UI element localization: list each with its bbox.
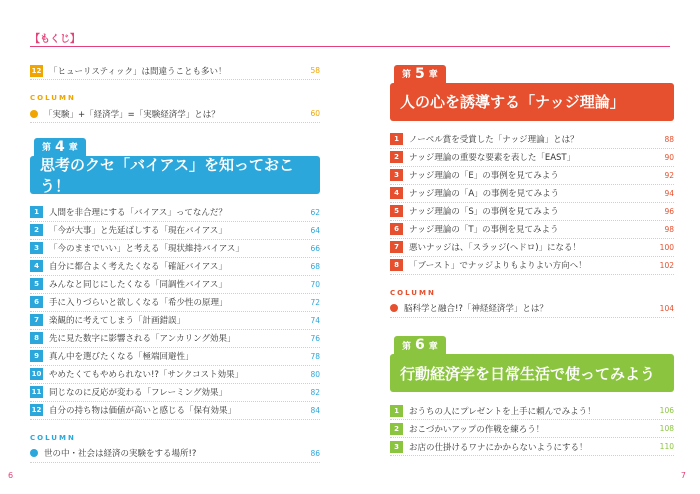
- item-number: 1: [390, 405, 403, 417]
- toc-item[interactable]: [30, 294, 320, 312]
- toc-item[interactable]: [30, 222, 320, 240]
- item-number: 7: [390, 241, 403, 253]
- item-number: 12: [31, 66, 42, 75]
- item-page: 98: [664, 224, 674, 234]
- item-number: 7: [30, 314, 43, 326]
- item-page: 82: [310, 387, 320, 397]
- chapter-prefix: 第: [42, 143, 52, 153]
- item-title: みんなと同じにしたくなる「同調性バイアス」: [49, 280, 227, 290]
- toc-item[interactable]: [390, 257, 674, 275]
- item-number: 3: [390, 441, 403, 453]
- item-page: 64: [310, 225, 320, 235]
- toc-item[interactable]: [390, 131, 674, 149]
- item-page: 76: [310, 333, 320, 343]
- item-number: 5: [390, 205, 403, 217]
- item-number: 1: [30, 206, 43, 218]
- item-title: 「ブースト」でナッジよりもよりよい方向へ！: [409, 261, 587, 271]
- column-title: 脳科学と融合!?「神経経済学」とは？: [404, 304, 548, 314]
- toc-item[interactable]: [30, 402, 320, 420]
- item-title: 手に入りづらいと欲しくなる「希少性の原理」: [49, 298, 228, 308]
- item-number: 2: [390, 423, 403, 435]
- item-page: 68: [310, 261, 320, 271]
- toc-item-12[interactable]: [30, 62, 320, 80]
- item-title: 楽観的に考えてしまう「計画錯誤」: [49, 316, 186, 326]
- toc-item[interactable]: [30, 276, 320, 294]
- chapter-title[interactable]: 思考のクセ「バイアス」を知っておこう！: [30, 156, 320, 194]
- page-number-right: 7: [680, 471, 686, 480]
- toc-item[interactable]: [30, 366, 320, 384]
- item-title: 悪いナッジは、「スラッジ(ヘドロ)」になる！: [409, 243, 582, 253]
- item-number: 5: [30, 278, 43, 290]
- chapter-prefix: 第: [402, 341, 412, 352]
- toc-item[interactable]: [30, 240, 320, 258]
- chapter-6: [390, 334, 674, 457]
- item-page: 102: [659, 260, 674, 270]
- toc-item[interactable]: [30, 348, 320, 366]
- chapter-5: [390, 62, 674, 275]
- column-title: 世の中・社会は経済の実験をする場所!?: [44, 449, 197, 459]
- chapter-prefix: 第: [402, 70, 412, 80]
- item-title: 「今が大事」と先延ばしする「現在バイアス」: [49, 226, 227, 236]
- chapter-suffix: 章: [68, 143, 78, 153]
- bullet-icon: [30, 110, 38, 118]
- column-page: 86: [310, 448, 320, 458]
- item-page: 66: [310, 243, 320, 253]
- item-number: 10: [31, 370, 42, 378]
- item-number: 12: [31, 406, 42, 414]
- item-title: ナッジ理論の「T」の事例を見てみよう: [409, 225, 559, 235]
- toc-item[interactable]: [390, 185, 674, 203]
- item-number: 11: [31, 388, 42, 396]
- page-header: 【もくじ】: [30, 34, 80, 45]
- bullet-icon: [30, 449, 38, 457]
- right-column: [390, 62, 674, 456]
- item-page: 92: [664, 170, 674, 180]
- chapter-title[interactable]: 人の心を誘導する「ナッジ理論」: [390, 83, 674, 121]
- chapter-number: 5: [415, 65, 425, 82]
- item-number: 1: [390, 133, 403, 145]
- item-title: ナッジ理論の「S」の事例を見てみよう: [409, 207, 559, 217]
- chapter-tab: [394, 65, 446, 83]
- item-page: 70: [310, 279, 320, 289]
- item-number: 6: [30, 296, 43, 308]
- item-page: 84: [310, 405, 320, 415]
- item-title: おうちの人にプレゼントを上手に頼んでみよう！: [409, 406, 596, 417]
- chapter-number: 4: [55, 138, 65, 155]
- toc-item[interactable]: [30, 312, 320, 330]
- toc-item[interactable]: [390, 239, 674, 257]
- chapter-5-items: [390, 131, 674, 275]
- item-number: 8: [390, 259, 403, 271]
- item-page: 80: [310, 369, 320, 379]
- item-title: おこづかいアップの作戦を練ろう！: [409, 424, 545, 435]
- column-page: 104: [659, 303, 674, 313]
- header-divider: [30, 46, 670, 47]
- item-title: 人間を非合理にする「バイアス」ってなんだ？: [49, 208, 227, 218]
- item-title: 同じなのに反応が変わる「フレーミング効果」: [49, 388, 227, 398]
- chapter-6-items: [390, 402, 674, 456]
- column-item[interactable]: [390, 300, 674, 318]
- chapter-suffix: 章: [428, 341, 438, 352]
- item-number: 8: [30, 332, 43, 344]
- column-item[interactable]: [30, 445, 320, 463]
- item-page: 72: [310, 297, 320, 307]
- chapter-title[interactable]: 行動経済学を日常生活で使ってみよう: [390, 354, 674, 392]
- item-number: 3: [30, 242, 43, 254]
- toc-item[interactable]: [390, 402, 674, 420]
- toc-item[interactable]: [390, 149, 674, 167]
- item-page: 94: [664, 188, 674, 198]
- item-title: ナッジ理論の「A」の事例を見てみよう: [409, 189, 560, 199]
- item-number: 2: [30, 224, 43, 236]
- column-label: COLUMN: [30, 94, 76, 102]
- item-title: 「ヒューリスティック」は間違うことも多い！: [49, 66, 227, 77]
- item-title: 自分に都合よく考えたくなる「確証バイアス」: [49, 262, 227, 272]
- chapter-suffix: 章: [428, 70, 438, 80]
- left-column: [30, 62, 320, 463]
- item-page: 58: [310, 66, 320, 75]
- toc-item[interactable]: [30, 384, 320, 402]
- toc-item[interactable]: [390, 221, 674, 239]
- column-item[interactable]: [30, 105, 320, 123]
- item-page: 78: [310, 351, 320, 361]
- page-number-left: 6: [8, 471, 14, 480]
- column-title: 「実験」+「経済学」=「実験経済学」とは？: [44, 109, 220, 120]
- item-title: 「今のままでいい」と考える「現状維持バイアス」: [49, 244, 244, 254]
- chapter-tab: [394, 336, 446, 354]
- item-title: お店の仕掛けるワナにかからないようにする！: [409, 442, 588, 453]
- toc-item[interactable]: [30, 258, 320, 276]
- item-number: 3: [390, 169, 403, 181]
- chapter-4: [30, 135, 320, 420]
- column-label: COLUMN: [390, 288, 436, 297]
- item-title: ナッジ理論の「E」の事例を見てみよう: [409, 171, 559, 181]
- toc-item[interactable]: [390, 167, 674, 185]
- column-label: COLUMN: [30, 433, 76, 442]
- item-page: 62: [310, 207, 320, 217]
- item-page: 88: [664, 134, 674, 144]
- item-title: 先に見た数字に影響される「アンカリング効果」: [49, 334, 236, 344]
- item-title: ノーベル賞を受賞した「ナッジ理論」とは？: [409, 135, 579, 145]
- item-page: 108: [659, 424, 674, 433]
- bullet-icon: [390, 304, 398, 312]
- toc-item[interactable]: [390, 203, 674, 221]
- item-page: 100: [659, 242, 674, 252]
- item-title: 真ん中を選びたくなる「極端回避性」: [49, 352, 194, 362]
- chapter-4-items: [30, 204, 320, 420]
- item-number: 4: [30, 260, 43, 272]
- item-page: 74: [310, 315, 320, 325]
- item-page: 90: [664, 152, 674, 162]
- item-title: ナッジ理論の重要な要素を表した「EAST」: [409, 153, 576, 163]
- toc-item[interactable]: [390, 420, 674, 438]
- item-title: やめたくてもやめられない!?「サンクコスト効果」: [49, 370, 244, 380]
- toc-item[interactable]: [30, 204, 320, 222]
- item-number: 4: [390, 187, 403, 199]
- item-number: 9: [30, 350, 43, 362]
- item-number: 2: [390, 151, 403, 163]
- item-title: 自分の持ち物は価値が高いと感じる「保有効果」: [49, 406, 237, 416]
- toc-item[interactable]: [390, 438, 674, 456]
- item-number: 6: [390, 223, 403, 235]
- chapter-number: 6: [415, 337, 425, 353]
- item-page: 96: [664, 206, 674, 216]
- column-page: 60: [310, 109, 320, 118]
- item-page: 106: [659, 406, 674, 415]
- item-page: 110: [659, 442, 674, 451]
- toc-item[interactable]: [30, 330, 320, 348]
